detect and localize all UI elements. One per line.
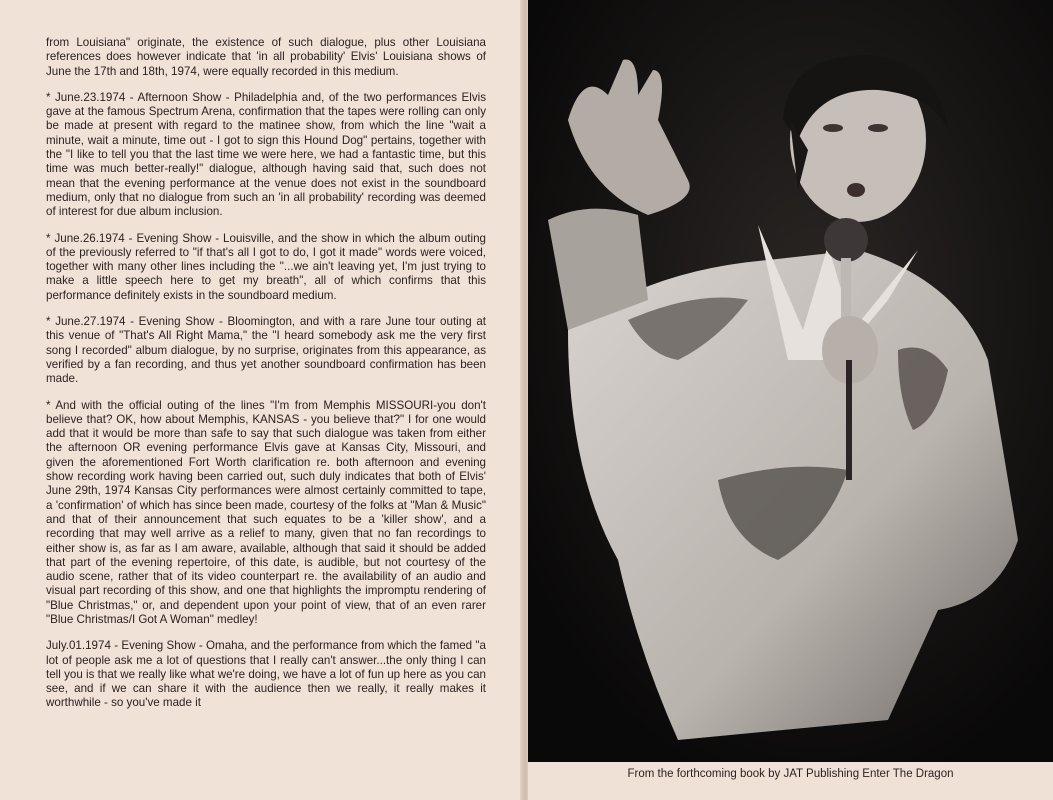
paragraph-3: * June.26.1974 - Evening Show - Louisville, and the show in which the album outing of the previously referred to "if that's all I got to do, I got it made" words were voiced, together with many other lines including the "...we ain't leaving yet, I'm just trying to make a little speech here to get my breath", all of which confirms that this performance definitely exists in the soundboard medium.	[46, 231, 486, 302]
left-page	[0, 0, 524, 800]
paragraph-2: * June.23.1974 - Afternoon Show - Philadelphia and, of the two performances Elvis gave at the famous Spectrum Arena, confirmation that the tapes were rolling can only be made at present with regard to the matinee show, from which the line "wait a minute, wait a minute, time out - I got to sign this Hound Dog" pertains, together with the "I like to tell you that the last time we were here, we had a fantastic time, but this time was much better-really!" dialogue, although having said that, such does not mean that the evening performance at the venue does not exist in the soundboard medium, only that no dialogue from such an 'in all probability' recording was deemed of interest for due album inclusion.	[46, 90, 486, 219]
paragraph-4: * June.27.1974 - Evening Show - Bloomington, and with a rare June tour outing at this venue of "That's All Right Mama," the "I heard somebody ask me the very first song I recorded" album dialogue, by no surprise, originates from this appearance, as verified by a fan recording, and thus yet another soundboard confirmation has been made.	[46, 315, 486, 386]
paragraph-5: * And with the official outing of the lines "I'm from Memphis MISSOURI-you don't believe that? OK, how about Memphis, KANSAS - you believe that?" I for one would add that it would be more than safe to say that such dialogue was taken from either the afternoon OR evening performance Elvis gave at Kansas City, Missouri, and given the aforementioned Fort Worth clarification re. both afternoon and evening show recording work having been carried out, such duly indicates that both of Elvis' June 29th, 1974 Kansas City performances were almost certainly committed to tape, a 'confirmation' of which has since been made, courtesy of the folks at "Man & Music" and that of their announcement that such equates to be a 'killer show', and a recording that may well arrive as a relief to many, given that no fan recordings to either show is, as far as I am aware, available, although that said it should be added that part of the evening repertoire, of this date, is audible, but not courtesy of the audio scene, rather that of its video counterpart re. the availability of an audio and visual part recording of this show, and one that highlights the impromptu rendering of "Blue Christmas," or, and dependent upon your point of view, that of an even rarer "Blue Christmas/I Got A Woman" medley!	[46, 398, 486, 626]
performer-illustration	[528, 0, 1053, 762]
performer-photo	[528, 0, 1053, 762]
paragraph-6: July.01.1974 - Evening Show - Omaha, and the performance from which the famed "a lot of people ask me a lot of questions that I really can't answer...the only thing I can tell you is that we really like what we're doing, we have a lot of fun up here as you can see, and if we can share it with the audience then we really, it really makes it worthwhile - so you've made it	[46, 639, 486, 710]
right-page	[528, 0, 1053, 800]
photo-caption: From the forthcoming book by JAT Publishing Enter The Dragon	[627, 768, 954, 780]
article-text	[46, 36, 486, 723]
paragraph-1: from Louisiana" originate, the existence of such dialogue, plus other Louisiana references does however indicate that 'in all probability' Elvis' Louisiana shows of June the 17th and 18th, 1974, were equally recorded in this medium.	[46, 36, 486, 78]
